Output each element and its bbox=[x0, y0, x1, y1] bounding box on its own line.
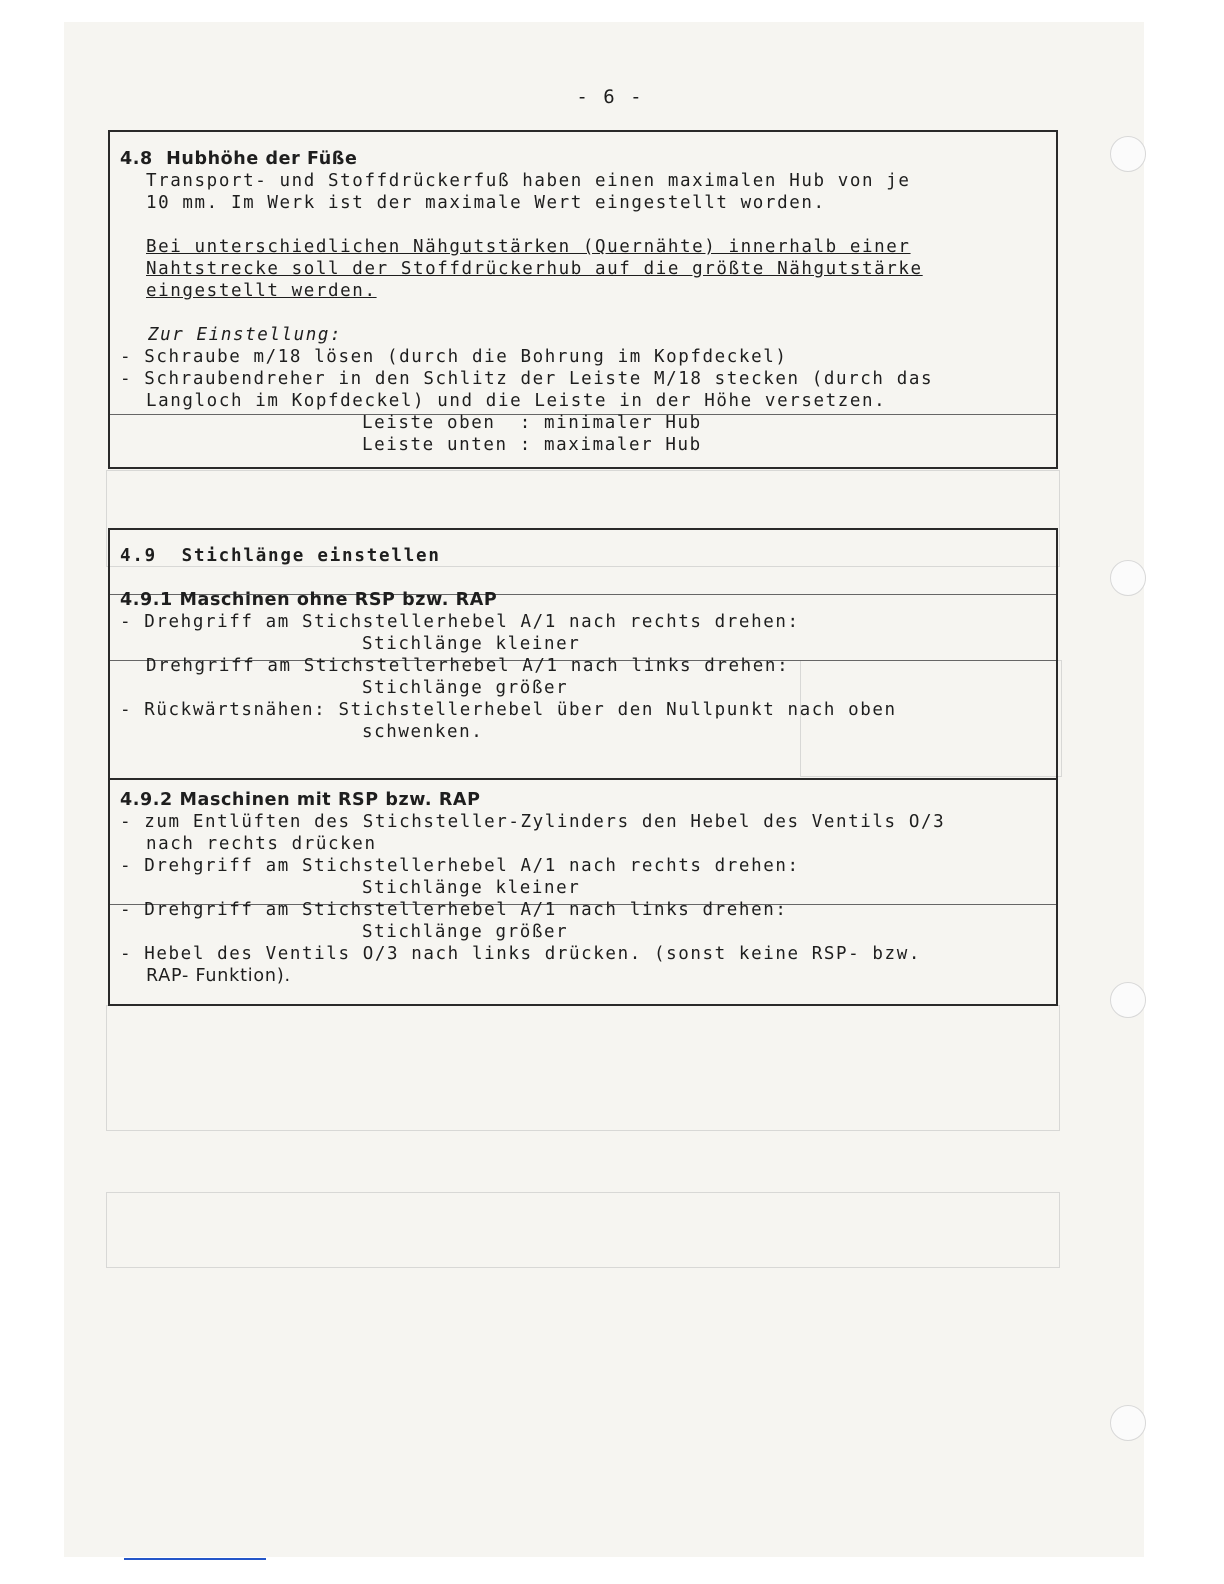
list-item: - Drehgriff am Stichstellerhebel A/1 nach links drehen: bbox=[120, 900, 788, 920]
setting-heading: Zur Einstellung: bbox=[148, 325, 343, 345]
section-4-9-box bbox=[108, 528, 1058, 1006]
list-item: - Drehgriff am Stichstellerhebel A/1 nach rechts drehen: bbox=[120, 856, 800, 876]
list-item: RAP- Funktion). bbox=[146, 966, 291, 986]
divider bbox=[110, 778, 1056, 780]
list-item: Langloch im Kopfdeckel) und die Leiste in der Höhe versetzen. bbox=[146, 391, 887, 411]
page-number: - 6 - bbox=[576, 86, 644, 108]
list-item: - zum Entlüften des Stichsteller-Zylinders den Hebel des Ventils O/3 bbox=[120, 812, 946, 832]
subsection-title: 4.9.1 Maschinen ohne RSP bzw. RAP bbox=[120, 590, 498, 610]
list-item: - Drehgriff am Stichstellerhebel A/1 nach rechts drehen: bbox=[120, 612, 800, 632]
underlined-note-line: eingestellt werden. bbox=[146, 281, 377, 301]
list-item: schwenken. bbox=[362, 722, 484, 742]
paragraph-line: 10 mm. Im Werk ist der maximale Wert eingestellt worden. bbox=[146, 193, 826, 213]
list-item: - Rückwärtsnähen: Stichstellerhebel über den Nullpunkt nach oben bbox=[120, 700, 897, 720]
footer-rule bbox=[124, 1558, 266, 1560]
punch-hole-icon bbox=[1110, 560, 1146, 596]
section-title: 4.9 Stichlänge einstellen bbox=[120, 546, 441, 566]
underlined-note-line: Bei unterschiedlichen Nähgutstärken (Quernähte) innerhalb einer bbox=[146, 237, 911, 257]
punch-hole-icon bbox=[1110, 136, 1146, 172]
list-item: - Hebel des Ventils O/3 nach links drücken. (sonst keine RSP- bzw. bbox=[120, 944, 921, 964]
list-item: Stichlänge kleiner bbox=[362, 634, 581, 654]
punch-hole-icon bbox=[1110, 982, 1146, 1018]
list-item: Drehgriff am Stichstellerhebel A/1 nach links drehen: bbox=[146, 656, 790, 676]
list-item: Leiste unten : maximaler Hub bbox=[362, 435, 702, 455]
list-item: Stichlänge größer bbox=[362, 678, 569, 698]
list-item: - Schraube m/18 lösen (durch die Bohrung im Kopfdeckel) bbox=[120, 347, 788, 367]
bleed-through-frame bbox=[106, 1192, 1060, 1268]
section-4-8-box bbox=[108, 130, 1058, 469]
bleed-through-frame bbox=[106, 1005, 1060, 1131]
list-item: Leiste oben : minimaler Hub bbox=[362, 413, 702, 433]
list-item: Stichlänge kleiner bbox=[362, 878, 581, 898]
subsection-title: 4.9.2 Maschinen mit RSP bzw. RAP bbox=[120, 790, 481, 810]
section-title: 4.8 Hubhöhe der Füße bbox=[120, 149, 358, 169]
paragraph-line: Transport- und Stoffdrückerfuß haben einen maximalen Hub von je bbox=[146, 171, 911, 191]
list-item: - Schraubendreher in den Schlitz der Leiste M/18 stecken (durch das bbox=[120, 369, 934, 389]
underlined-note-line: Nahtstrecke soll der Stoffdrückerhub auf die größte Nähgutstärke bbox=[146, 259, 923, 279]
list-item: Stichlänge größer bbox=[362, 922, 569, 942]
punch-hole-icon bbox=[1110, 1405, 1146, 1441]
list-item: nach rechts drücken bbox=[146, 834, 377, 854]
